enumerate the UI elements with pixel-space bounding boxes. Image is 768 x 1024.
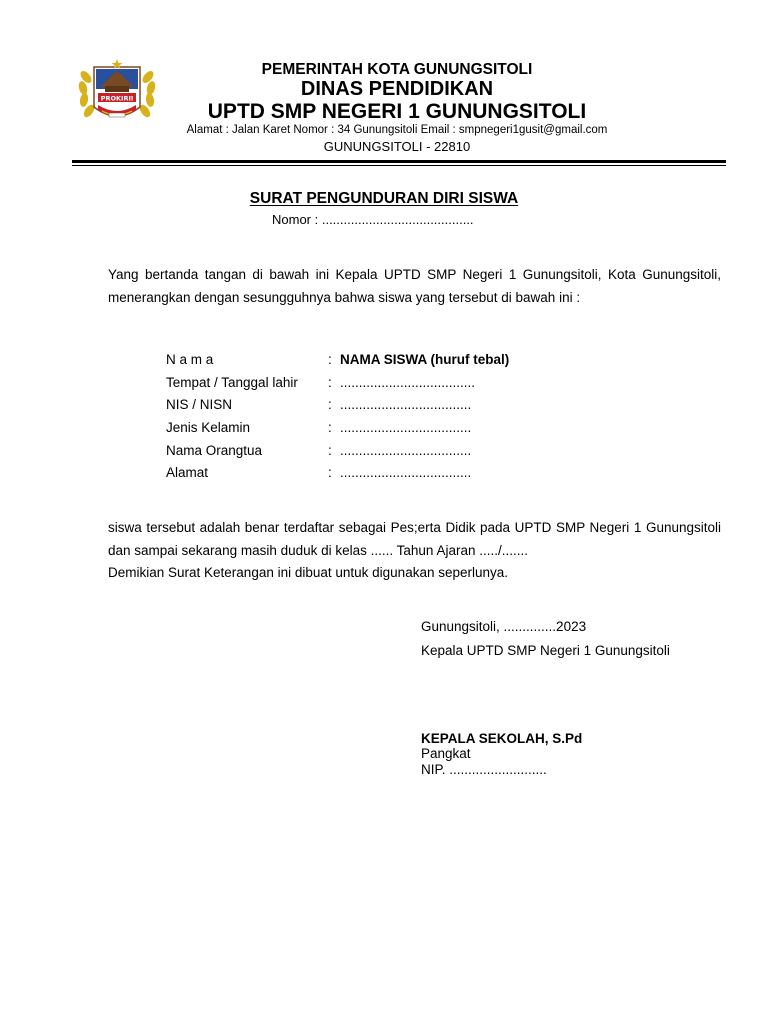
- field-label: Jenis Kelamin: [166, 420, 251, 436]
- school-city-postcode: GUNUNGSITOLI - 22810: [323, 139, 471, 154]
- field-value: ....................................: [340, 374, 476, 390]
- field-value: ...................................: [340, 397, 472, 413]
- school-name: UPTD SMP NEGERI 1 GUNUNGSITOLI: [207, 100, 587, 123]
- signer-rank: Pangkat: [421, 746, 471, 761]
- field-separator: :: [328, 442, 332, 458]
- document-title-text: SURAT PENGUNDURAN DIRI SISWA: [249, 190, 519, 207]
- field-label: NIS / NISN: [166, 397, 233, 413]
- field-value: ...................................: [340, 420, 472, 436]
- field-row-parent: [166, 440, 666, 463]
- field-separator: :: [328, 374, 332, 390]
- signature-block: [421, 617, 670, 661]
- student-details: [166, 349, 666, 485]
- field-label: Nama Orangtua: [166, 442, 263, 458]
- closing-remark: Demikian Surat Keterangan ini dibuat untuk digunakan seperlunya.: [108, 565, 509, 580]
- document-number: Nomor : ..........................................: [272, 212, 474, 227]
- signer-name: KEPALA SEKOLAH, S.Pd: [421, 731, 583, 746]
- field-value: ...................................: [340, 465, 472, 481]
- emblem-banner-text: PROKIRII: [100, 94, 134, 103]
- letterhead-divider-thin: [72, 165, 726, 166]
- signer-nip: NIP. ..........................: [421, 762, 547, 777]
- field-row-address: [166, 462, 666, 485]
- signature-role: Kepala UPTD SMP Negeri 1 Gunungsitoli: [421, 643, 670, 658]
- field-label: Alamat: [166, 465, 209, 481]
- field-label: N a m a: [166, 352, 214, 367]
- closing-statement: siswa tersebut adalah benar terdaftar sebagai Pes;erta Didik pada UPTD SMP Negeri 1 Gunungsitoli dan sampai sekarang masih duduk di kelas ...... Tahun Ajaran ...../.......: [108, 520, 721, 558]
- document-title: [0, 190, 768, 208]
- field-value: NAMA SISWA (huruf tebal): [340, 352, 510, 367]
- letterhead-divider-thick: [72, 160, 726, 163]
- government-name: PEMERINTAH KOTA GUNUNGSITOLI: [261, 61, 533, 78]
- field-label: Tempat / Tanggal lahir: [166, 374, 298, 390]
- field-separator: :: [328, 352, 332, 367]
- field-row-name: [166, 349, 666, 372]
- field-value: ...................................: [340, 442, 472, 458]
- field-separator: :: [328, 397, 332, 413]
- field-separator: :: [328, 465, 332, 481]
- intro-paragraph: Yang bertanda tangan di bawah ini Kepala UPTD SMP Negeri 1 Gunungsitoli, Kota Gunungsitoli, menerangkan dengan sesungguhnya bahwa siswa yang tersebut di bawah ini :: [108, 267, 721, 305]
- field-row-nis: [166, 394, 666, 417]
- closing-paragraph: [108, 517, 721, 585]
- field-separator: :: [328, 420, 332, 436]
- school-address: Alamat : Jalan Karet Nomor : 34 Gunungsitoli Email : smpnegeri1gusit@gmail.com: [186, 124, 608, 136]
- field-row-birth: [166, 372, 666, 395]
- field-row-gender: [166, 417, 666, 440]
- signature-place-date: Gunungsitoli, ..............2023: [421, 619, 587, 634]
- department-name: DINAS PENDIDIKAN: [300, 78, 494, 100]
